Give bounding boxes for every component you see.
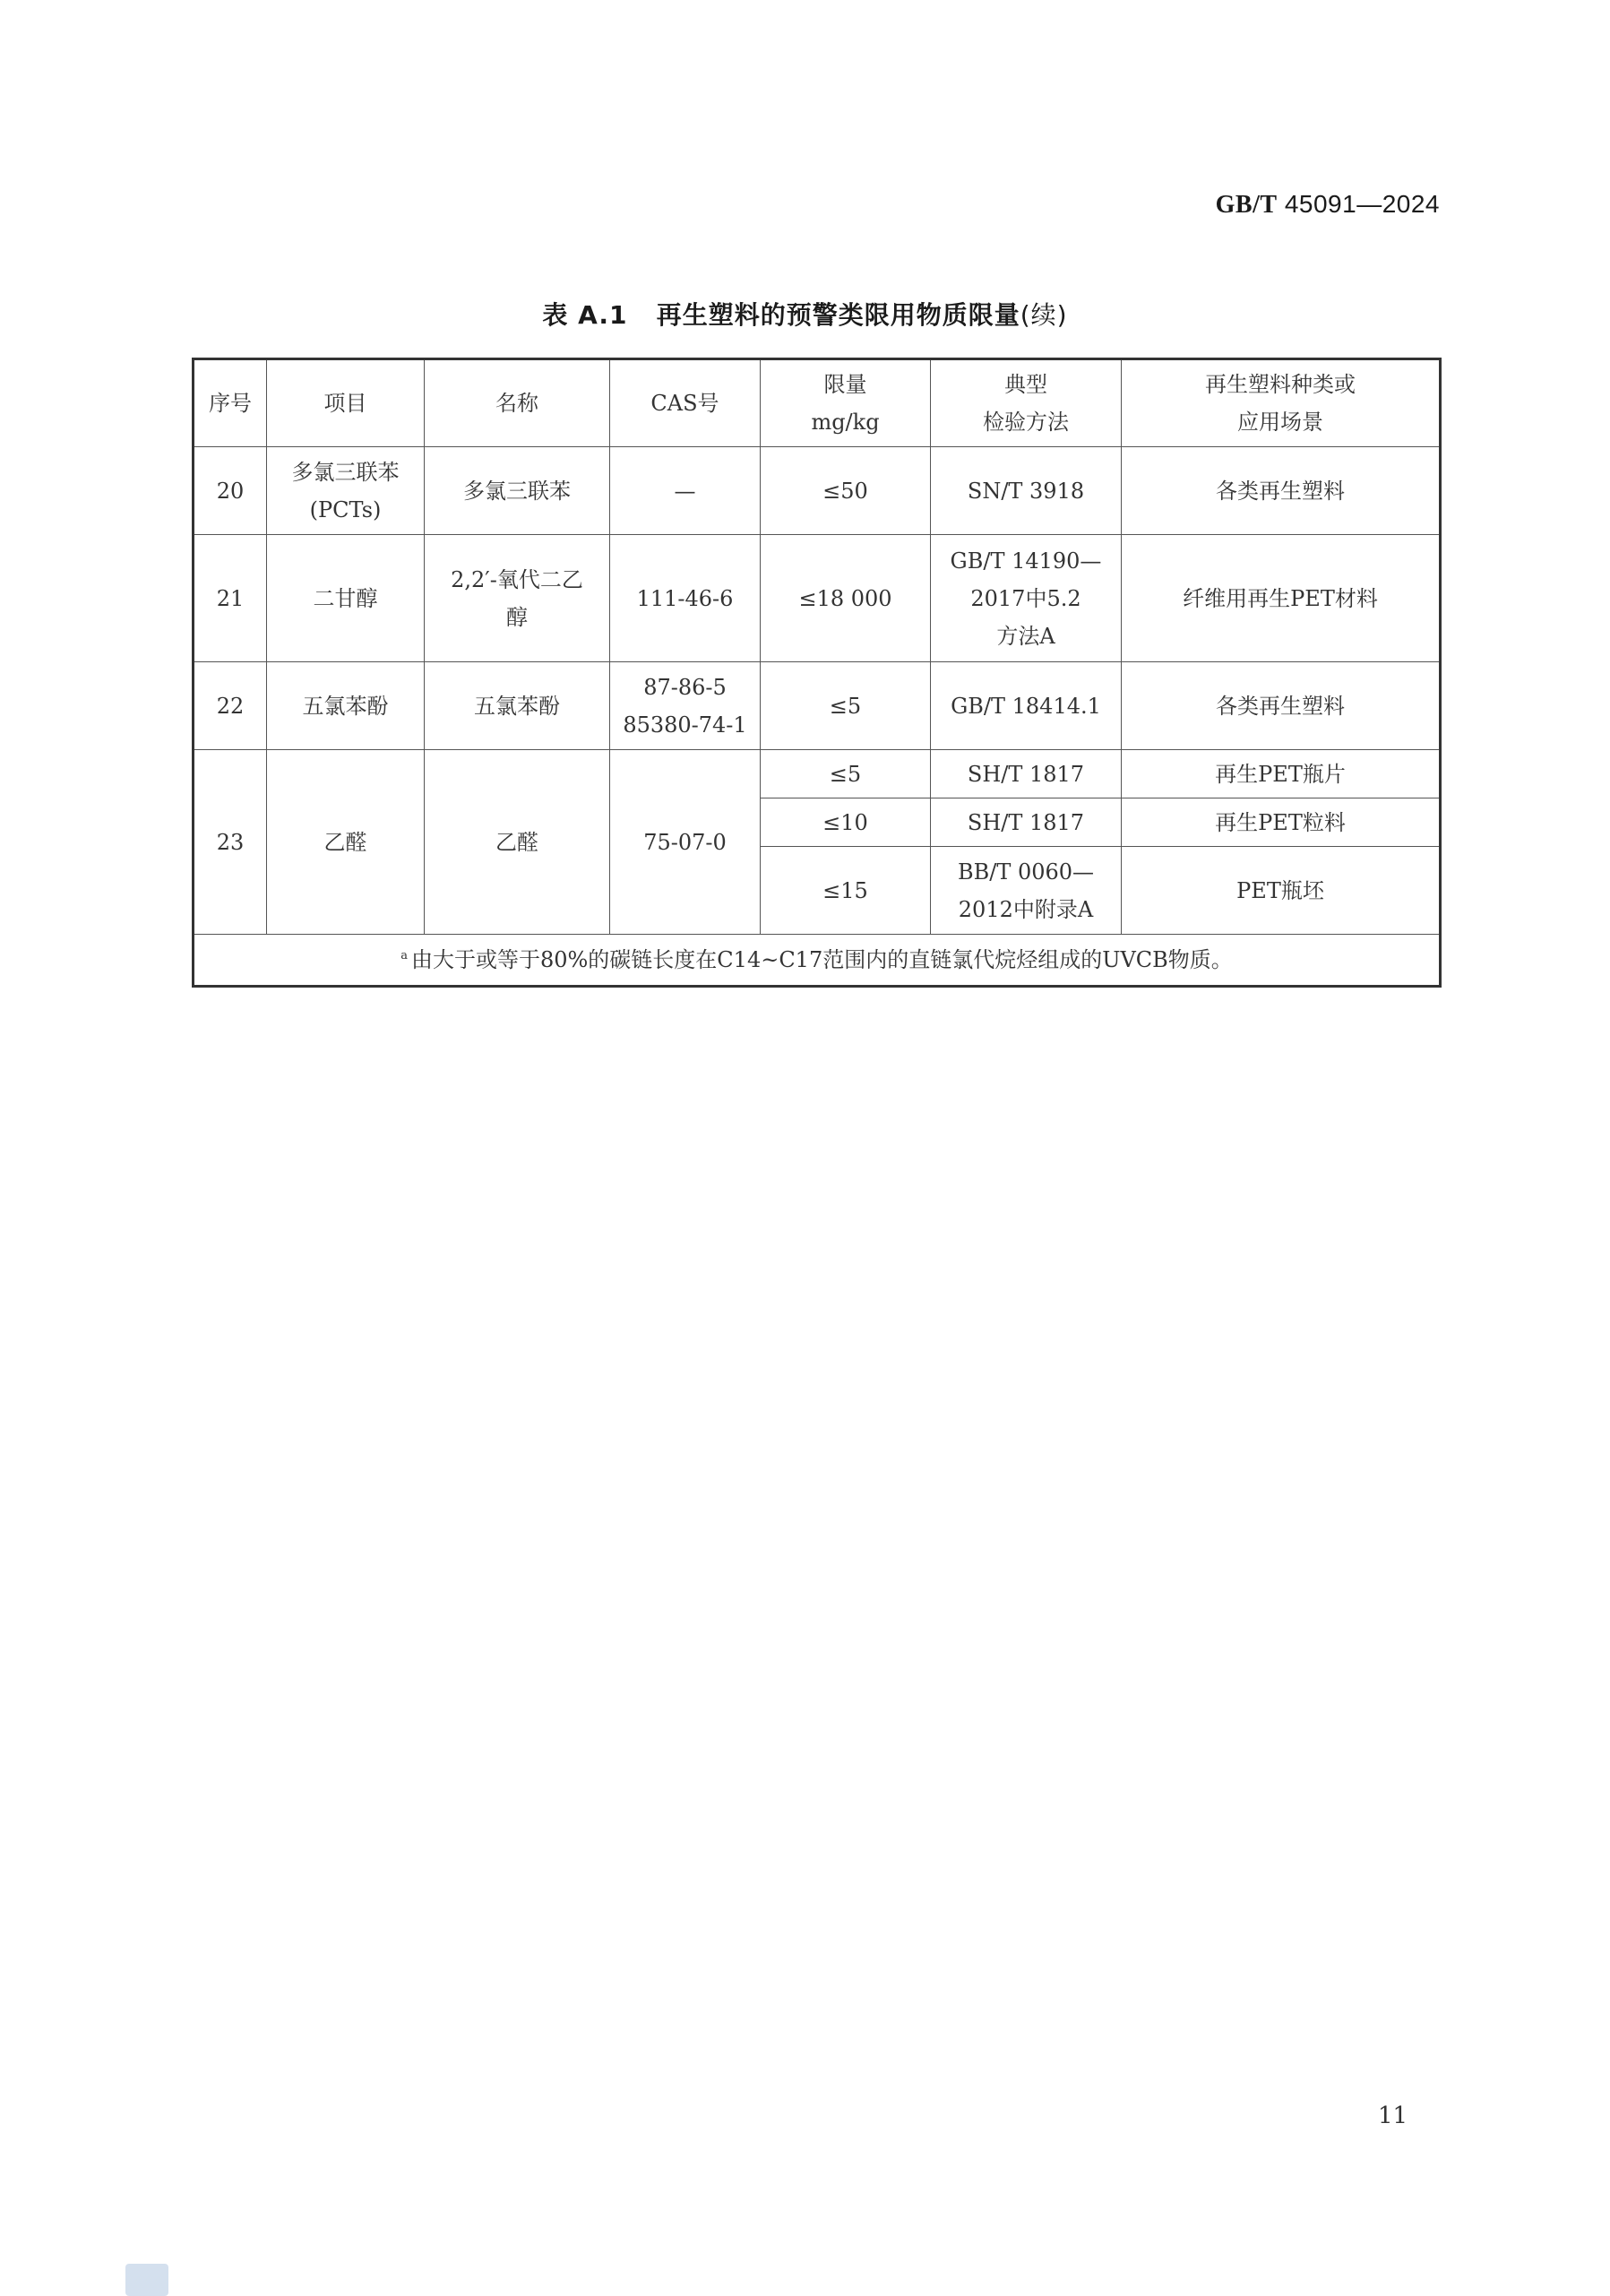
cell-scope: 各类再生塑料	[1122, 662, 1441, 750]
cell-name	[425, 535, 610, 662]
table-row	[194, 750, 1441, 798]
cell-method-line1: GB/T 14190—	[950, 548, 1102, 574]
cell-name: 五氯苯酚	[425, 662, 610, 750]
cell-limit: ≤5	[761, 750, 931, 798]
table-footnote	[194, 935, 1441, 987]
cell-seq: 23	[194, 750, 267, 935]
header-name: 名称	[425, 359, 610, 447]
table-row	[194, 447, 1441, 535]
cell-method-line2: 2012中附录A	[958, 896, 1094, 922]
cell-scope: 各类再生塑料	[1122, 447, 1441, 535]
cell-method-line1: BB/T 0060—	[957, 859, 1095, 885]
page-number: 11	[1378, 2102, 1408, 2129]
cell-limit: ≤18 000	[761, 535, 931, 662]
header-limit-line2: mg/kg	[811, 410, 880, 435]
cell-scope: 再生PET粒料	[1122, 798, 1441, 847]
table-row	[194, 662, 1441, 750]
cell-method-line3: 方法A	[996, 623, 1055, 649]
header-scope-line1: 再生塑料种类或	[1205, 372, 1356, 397]
header-seq: 序号	[194, 359, 267, 447]
footnote-text: 由大于或等于80%的碳链长度在C14~C17范围内的直链氯代烷烃组成的UVCB物质。	[410, 947, 1233, 972]
header-scope	[1122, 359, 1441, 447]
cell-name: 多氯三联苯	[425, 447, 610, 535]
cell-scope: PET瓶坯	[1122, 847, 1441, 935]
cell-limit: ≤15	[761, 847, 931, 935]
cell-item-line2: (PCTs)	[309, 496, 382, 522]
cell-cas: 75-07-0	[610, 750, 761, 935]
cell-cas-line1: 87-86-5	[643, 674, 727, 700]
cell-scope: 再生PET瓶片	[1122, 750, 1441, 798]
header-method-line1: 典型	[1004, 372, 1047, 397]
header-cas: CAS号	[610, 359, 761, 447]
table-label: 表 A.1	[542, 300, 628, 330]
cell-name: 乙醛	[425, 750, 610, 935]
cell-cas-line2: 85380-74-1	[623, 712, 747, 738]
cell-scope: 纤维用再生PET材料	[1122, 535, 1441, 662]
cell-method-line2: 2017中5.2	[970, 585, 1081, 611]
cell-method	[931, 535, 1122, 662]
cell-item: 二甘醇	[267, 535, 425, 662]
cell-limit: ≤10	[761, 798, 931, 847]
restricted-substance-table	[192, 358, 1442, 988]
table-header-row	[194, 359, 1441, 447]
cell-item	[267, 447, 425, 535]
cell-method	[931, 847, 1122, 935]
footnote-mark: a	[400, 949, 408, 962]
cell-item: 五氯苯酚	[267, 662, 425, 750]
table-continued: (续)	[1020, 300, 1068, 330]
standard-prefix: GB/T	[1215, 191, 1278, 219]
header-method-line2: 检验方法	[983, 410, 1069, 435]
table-caption: 再生塑料的预警类限用物质限量	[656, 300, 1020, 330]
cell-method: GB/T 18414.1	[931, 662, 1122, 750]
table-row	[194, 535, 1441, 662]
standard-number	[1216, 190, 1440, 220]
cell-item-line1: 多氯三联苯	[291, 459, 400, 485]
header-limit	[761, 359, 931, 447]
cell-cas: —	[610, 447, 761, 535]
header-limit-line1: 限量	[823, 372, 867, 397]
cell-limit: ≤50	[761, 447, 931, 535]
cell-method: SH/T 1817	[931, 798, 1122, 847]
cell-method: SH/T 1817	[931, 750, 1122, 798]
header-scope-line2: 应用场景	[1237, 410, 1323, 435]
cell-method: SN/T 3918	[931, 447, 1122, 535]
cell-cas	[610, 662, 761, 750]
cell-name-line1: 2,2′-氧代二乙	[451, 566, 583, 592]
standard-code: 45091—2024	[1284, 190, 1440, 218]
cell-seq: 21	[194, 535, 267, 662]
watermark-logo	[125, 2264, 168, 2296]
table-footnote-row	[194, 935, 1441, 987]
cell-item: 乙醛	[267, 750, 425, 935]
cell-cas: 111-46-6	[610, 535, 761, 662]
cell-seq: 20	[194, 447, 267, 535]
cell-limit: ≤5	[761, 662, 931, 750]
cell-seq: 22	[194, 662, 267, 750]
cell-name-line2: 醇	[506, 604, 528, 630]
header-method	[931, 359, 1122, 447]
table-title	[0, 296, 1610, 332]
header-item: 项目	[267, 359, 425, 447]
